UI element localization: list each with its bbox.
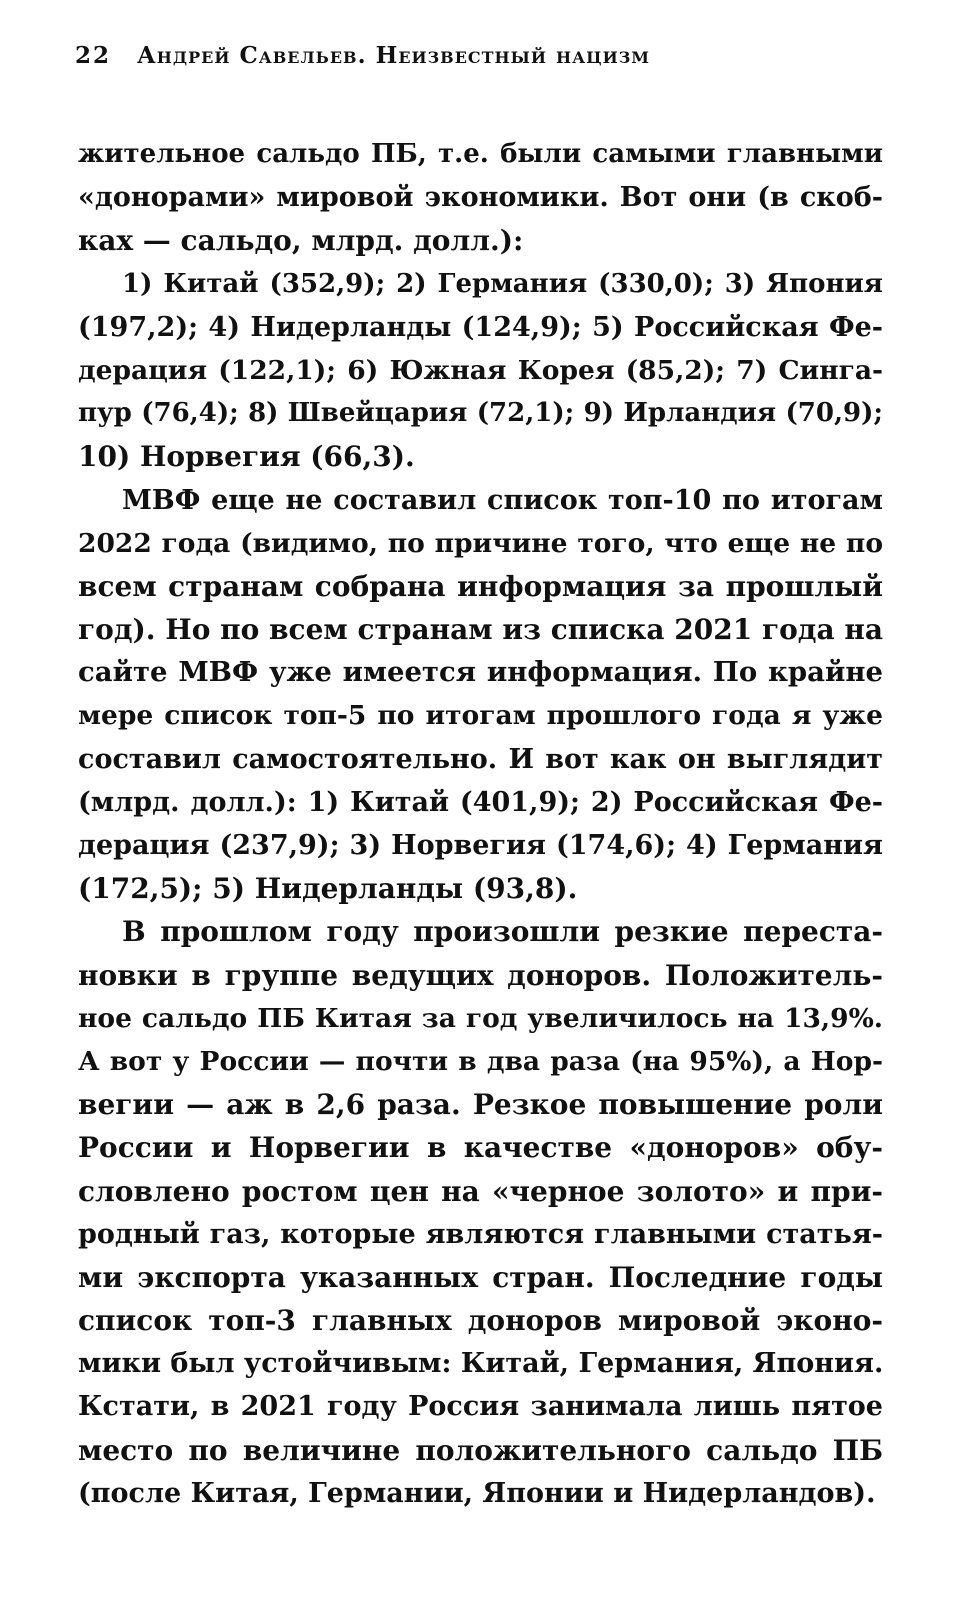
text-line: дерация (237,9); 3) Норвегия (174,6); 4) Германия: [78, 830, 883, 861]
text-line: словлено ростом цен на «черное золото» и при-: [78, 1174, 883, 1208]
text-line: год). Но по всем странам из списка 2021 года на: [78, 613, 883, 647]
text-line: составил самостоятельно. И вот как он выглядит: [78, 743, 883, 775]
text-line: жительное сальдо ПБ, т.е. были самыми главными: [78, 139, 883, 169]
text-line: ми экспорта указанных стран. Последние годы: [78, 1260, 883, 1294]
text-line: МВФ еще не составил список топ-10 по итогам: [122, 484, 883, 516]
text-line: А вот у России — почти в два раза (на 95%), а Нор-: [78, 1045, 883, 1077]
text-line: 2022 года (видимо, по причине того, что еще не по: [78, 527, 883, 559]
text-line: «донорами» мировой экономики. Вот они (в скоб-: [78, 182, 883, 214]
text-line: сайте МВФ уже имеется информация. По крайне: [78, 656, 883, 689]
text-line: (после Китая, Германии, Японии и Нидерландов).: [78, 1477, 876, 1509]
text-line: 10) Норвегия (66,3).: [78, 440, 415, 474]
text-line: (172,5); 5) Нидерланды (93,8).: [78, 872, 578, 906]
text-line: пур (76,4); 8) Швейцария (72,1); 9) Ирландия (70,9);: [78, 398, 883, 429]
text-line: новки в группе ведущих доноров. Положитель-: [78, 958, 883, 992]
page-number: 22: [75, 42, 112, 69]
text-line: В прошлом году произошли резкие переста-: [122, 915, 883, 949]
text-line: дерация (122,1); 6) Южная Корея (85,2); 7) Синга-: [78, 354, 883, 386]
text-line: место по величине положительного сальдо ПБ: [78, 1433, 883, 1467]
body-text: [78, 133, 883, 1515]
text-line: ках — сальдо, млрд. долл.):: [78, 224, 524, 258]
text-line: России и Норвегии в качестве «доноров» обу-: [78, 1131, 883, 1165]
book-title-header: Андрей Савельев. Неизвестный нацизм: [137, 42, 650, 69]
text-line: родный газ, которые являются главными статья-: [78, 1218, 883, 1250]
text-line: всем странам собрана информация за прошлый: [78, 569, 883, 603]
text-line: Кстати, в 2021 году Россия занимала лишь пятое: [78, 1391, 883, 1423]
text-line: вегии — аж в 2,6 раза. Резкое повышение роли: [78, 1088, 883, 1122]
text-line: мики был устойчивым: Китай, Германия, Япония.: [78, 1348, 884, 1380]
text-line: мере список топ-5 по итогам прошлого года я уже: [78, 700, 883, 732]
text-line: 1) Китай (352,9); 2) Германия (330,0); 3) Япония: [122, 268, 883, 299]
text-line: (197,2); 4) Нидерланды (124,9); 5) Российская Фе-: [78, 311, 883, 343]
text-line: (млрд. долл.): 1) Китай (401,9); 2) Российская Фе-: [78, 786, 883, 818]
text-line: ное сальдо ПБ Китая за год увеличилось на 13,9%.: [78, 1002, 883, 1034]
text-line: список топ-3 главных доноров мировой эконо-: [78, 1304, 883, 1338]
running-head: [75, 42, 895, 82]
